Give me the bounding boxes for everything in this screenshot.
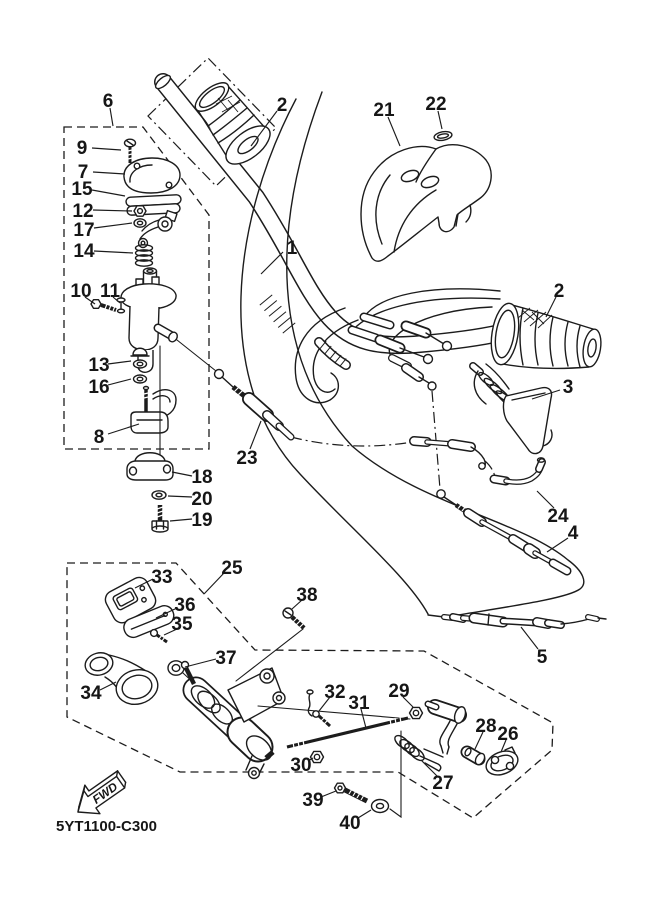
part-label-13: 13 (88, 355, 110, 376)
part-label-9: 9 (76, 138, 88, 159)
cable-24 (494, 458, 545, 482)
part-label-19: 19 (191, 510, 213, 531)
drawing-code: 5YT1100-C300 (56, 818, 157, 835)
leader-line-23 (250, 421, 261, 449)
leader-line-17 (94, 223, 132, 228)
screw-35 (151, 630, 167, 642)
part-label-14: 14 (73, 241, 95, 262)
part-label-20: 20 (191, 489, 213, 510)
part-label-2: 2 (553, 281, 565, 302)
part-label-4: 4 (567, 523, 579, 544)
leader-line-20 (168, 496, 192, 497)
leader-line-12 (93, 210, 132, 211)
leader-line-16 (108, 379, 131, 385)
reservoir-cap (124, 158, 180, 193)
screw-38 (283, 608, 304, 628)
part-label-11: 11 (99, 281, 121, 302)
part-label-39: 39 (302, 790, 324, 811)
leader-line-5 (521, 627, 538, 649)
washer-16 (134, 375, 147, 383)
fwd-arrow (68, 765, 132, 823)
rubber-boot (473, 364, 552, 454)
leader-line-37 (185, 659, 216, 667)
handlebar-cover (361, 145, 491, 261)
spring-27 (393, 733, 443, 771)
tie-rod-31 (258, 706, 410, 748)
part-label-8: 8 (93, 427, 105, 448)
part-label-38: 38 (296, 585, 318, 606)
washer-40 (372, 800, 389, 813)
nut-12 (134, 206, 146, 216)
brake-cable-end (177, 340, 291, 437)
bolt-39 (335, 783, 368, 801)
leader-line-1 (261, 252, 283, 274)
part-label-31: 31 (348, 693, 370, 714)
nut-29 (410, 707, 423, 718)
part-label-12: 12 (72, 201, 94, 222)
mount-plate-26 (483, 747, 522, 780)
part-label-16: 16 (88, 377, 110, 398)
part-label-2: 2 (276, 95, 288, 116)
part-label-21: 21 (373, 100, 395, 121)
bell-crank (428, 704, 467, 754)
lever-bracket (139, 211, 177, 248)
leader-line-34 (100, 682, 116, 690)
lower-cable (428, 614, 606, 625)
part-label-1: 1 (286, 238, 298, 259)
part-label-30: 30 (290, 755, 312, 776)
lower-master-cylinder-assembly (83, 574, 522, 817)
master-cylinder-body (121, 277, 179, 372)
part-label-24: 24 (547, 506, 569, 527)
part-label-6: 6 (102, 91, 114, 112)
leader-line-7 (93, 172, 125, 174)
part-label-5: 5 (536, 647, 548, 668)
leader-line-21 (388, 117, 400, 146)
part-label-22: 22 (425, 94, 447, 115)
part-label-37: 37 (215, 648, 237, 669)
rod-holder-8 (131, 387, 176, 434)
part-label-32: 32 (324, 682, 346, 703)
bolt-19 (152, 505, 168, 532)
cover-o-ring (433, 130, 452, 141)
part-label-26: 26 (497, 724, 519, 745)
part-label-35: 35 (171, 614, 193, 635)
nut-30 (311, 751, 324, 762)
part-label-18: 18 (191, 467, 213, 488)
part-label-3: 3 (562, 377, 574, 398)
part-label-23: 23 (236, 448, 258, 469)
part-label-7: 7 (77, 162, 89, 183)
leader-line-18 (172, 472, 192, 476)
right-grip (487, 301, 603, 368)
leader-line-13 (108, 361, 131, 364)
master-cylinder-assembly (91, 139, 181, 532)
leader-line-9 (92, 148, 121, 150)
cable-wrap-knurl (319, 341, 346, 366)
cable-mid-fitting (414, 441, 485, 469)
fwd-label: FWD (89, 779, 121, 807)
part-label-29: 29 (388, 681, 410, 702)
part-label-17: 17 (73, 220, 95, 241)
bar-clamp-18 (127, 453, 173, 480)
part-label-33: 33 (151, 567, 173, 588)
part-label-10: 10 (70, 281, 92, 302)
part-label-34: 34 (80, 683, 102, 704)
leader-line-4 (547, 538, 568, 552)
part-label-36: 36 (174, 595, 196, 616)
bushing-28 (464, 747, 487, 766)
part-label-15: 15 (71, 179, 93, 200)
washer-20 (152, 491, 166, 499)
leader-line-15 (92, 190, 125, 196)
leader-line-14 (94, 251, 133, 253)
part-label-25: 25 (221, 558, 243, 579)
screw-9 (125, 139, 136, 163)
part-label-27: 27 (432, 773, 454, 794)
leader-line-19 (170, 519, 192, 521)
part-label-40: 40 (339, 813, 361, 834)
washer-17 (134, 219, 146, 227)
part-label-28: 28 (475, 716, 497, 737)
